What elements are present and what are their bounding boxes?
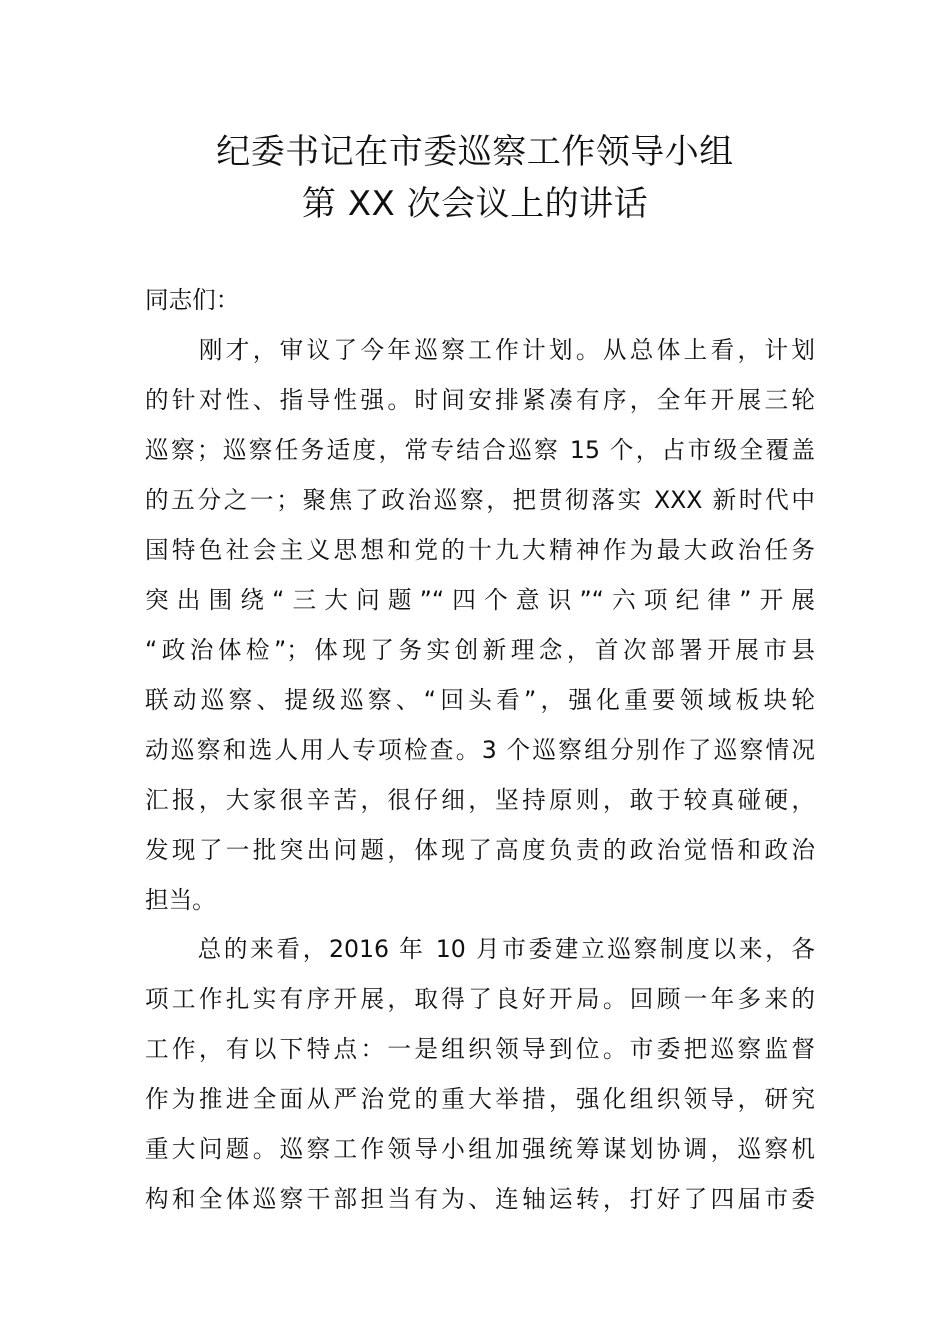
paragraph-line: 的五分之一；聚焦了政治巡察，把贯彻落实 XXX 新时代中 xyxy=(145,486,815,514)
paragraph-line: 国特色社会主义思想和党的十九大精神作为最大政治任务 xyxy=(145,536,815,564)
paragraph-line: 汇报，大家很辛苦，很仔细，坚持原则，敢于较真碰硬， xyxy=(145,786,815,814)
paragraph-line: 动巡察和选人用人专项检查。3 个巡察组分别作了巡察情况 xyxy=(145,736,815,764)
paragraph-line: 项工作扎实有序开展，取得了良好开局。回顾一年多来的 xyxy=(145,985,815,1013)
paragraph-line: 巡察；巡察任务适度，常专结合巡察 15 个，占市级全覆盖 xyxy=(145,436,815,464)
paragraph-line: 作为推进全面从严治党的重大举措，强化组织领导，研究 xyxy=(145,1085,815,1113)
document-title-line-2: 第 XX 次会议上的讲话 xyxy=(301,184,649,224)
paragraph-line: 联动巡察、提级巡察、“回头看”，强化重要领域板块轮 xyxy=(145,686,815,714)
paragraph-line: 总的来看，2016 年 10 月市委建立巡察制度以来，各 xyxy=(145,935,815,963)
paragraph-line: 突出围绕“三大问题”“四个意识”“六项纪律”开展 xyxy=(145,586,815,614)
paragraph-line: 的针对性、指导性强。时间安排紧凑有序，全年开展三轮 xyxy=(145,386,815,414)
paragraph-line: 构和全体巡察干部担当有为、连轴运转，打好了四届市委 xyxy=(145,1185,815,1213)
paragraph-line: “政治体检”；体现了务实创新理念，首次部署开展市县 xyxy=(145,636,815,664)
paragraph-line: 发现了一批突出问题，体现了高度负责的政治觉悟和政治 xyxy=(145,836,815,864)
document-title-line-1: 纪委书记在市委巡察工作领导小组 xyxy=(216,132,734,172)
paragraph-line: 担当。 xyxy=(145,886,216,914)
salutation: 同志们： xyxy=(145,286,240,314)
paragraph-line: 工作，有以下特点：一是组织领导到位。市委把巡察监督 xyxy=(145,1035,815,1063)
paragraph-line: 刚才，审议了今年巡察工作计划。从总体上看，计划 xyxy=(145,336,815,364)
paragraph-line: 重大问题。巡察工作领导小组加强统筹谋划协调，巡察机 xyxy=(145,1135,815,1163)
